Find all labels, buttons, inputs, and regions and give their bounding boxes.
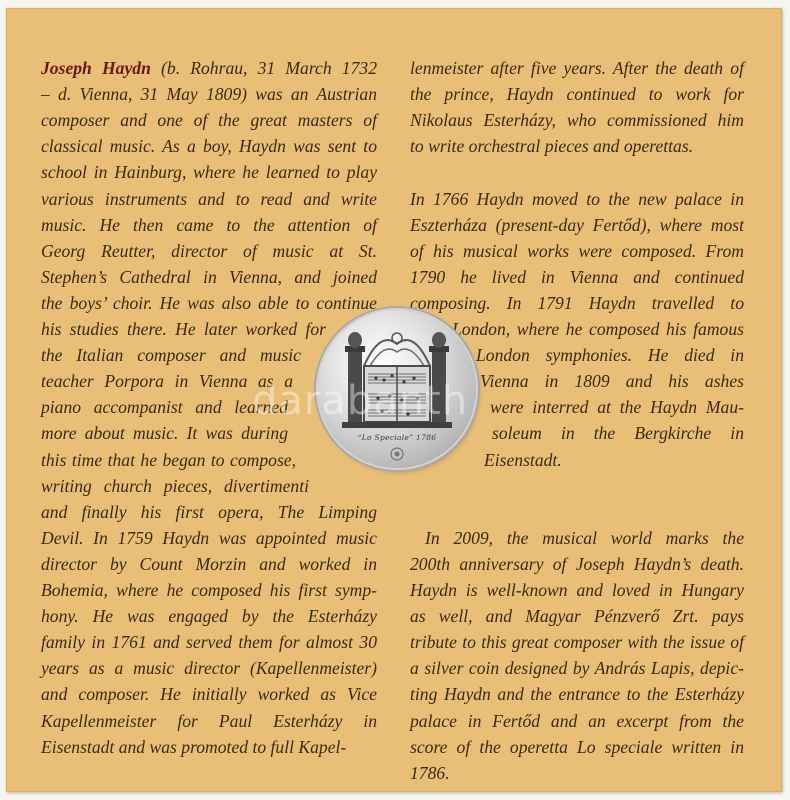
right-text-line: In 1766 Haydn moved to the new palace in [410, 188, 744, 209]
right-text-line: were interred at the Haydn Mau- [490, 397, 744, 418]
left-text-line: Kapellenmeister for Paul Esterházy in [41, 710, 377, 731]
left-text-line: director by Count Morzin and worked in [41, 553, 377, 574]
right-text-line: lenmeister after five years. After the death of [410, 58, 744, 78]
left-text-line: Devil. In 1759 Haydn was appointed music [41, 527, 377, 548]
birth-info: (b. Rohrau, 31 March 1732 [150, 58, 377, 78]
right-text-line: tribute to this great composer with the issue of [410, 632, 744, 653]
left-text-line: composer and one of the great masters of [41, 110, 377, 131]
right-text-line: score of the operetta Lo speciale written in [410, 736, 744, 757]
right-text-line: ting Haydn and the entrance to the Esterházy [410, 684, 744, 705]
coin-inscription: “Lo Speciale” 1786 [357, 433, 437, 442]
left-text-line: this time that he began to compose, [41, 449, 296, 470]
left-text-line: Stephen’s Cathedral in Vienna, and joined [41, 266, 377, 287]
left-text-line: music. He then came to the attention of [41, 214, 377, 235]
right-text-line: a silver coin designed by András Lapis, depic- [410, 658, 744, 679]
right-text-line: to write orchestral pieces and operettas. [410, 136, 694, 157]
right-text-line: Nikolaus Esterházy, who commissioned him [410, 110, 744, 131]
right-text-line: London, where he composed his famous [452, 319, 744, 339]
right-text-line: Eszterháza (present-day Fertőd), where most [410, 214, 744, 235]
left-text-line: more about music. It was during [41, 423, 288, 444]
right-text-line: the prince, Haydn continued to work for [410, 84, 744, 105]
right-text-line: Vienna in 1809 and his ashes [480, 371, 744, 392]
coin-folder-card [6, 8, 782, 792]
left-text-line: and composer. He initially worked as Vice [41, 684, 377, 705]
left-text-line: years as a music director (Kapellenmeister) [41, 658, 377, 679]
silver-coin [318, 310, 476, 468]
left-text-line: and finally his first opera, The Limping [41, 501, 377, 522]
palace-gate-icon [318, 310, 476, 468]
right-text-line: Haydn is well-known and loved in Hungary [410, 580, 744, 600]
left-text-line: various instruments and to read and write [41, 188, 377, 209]
right-text-line: Eisenstadt. [484, 449, 562, 470]
left-text-line: the Italian composer and music [41, 345, 301, 366]
left-text-line: teacher Porpora in Vienna as a [41, 371, 293, 392]
left-text-line: writing church pieces, divertimenti [41, 475, 309, 496]
left-text-line: the boys’ choir. He was also able to continue [41, 292, 377, 313]
left-text-line: Georg Reutter, director of music at St. [41, 240, 377, 261]
right-text-line: palace in Fertőd and an excerpt from the [410, 710, 744, 731]
left-text-line: Eisenstadt and was promoted to full Kapel- [41, 736, 347, 757]
right-text-line: 1790 he lived in Vienna and continued [410, 266, 744, 287]
left-text-line: piano accompanist and learned [41, 397, 288, 418]
composer-name: Joseph Haydn [41, 58, 151, 78]
right-text-line: London symphonies. He died in [476, 345, 744, 366]
left-text-line: hony. He was engaged by the Esterházy [41, 606, 377, 627]
left-text-line: – d. Vienna, 31 May 1809) was an Austrian [41, 84, 377, 105]
right-text-line: of his musical works were composed. From [410, 240, 744, 261]
left-text-line: his studies there. He later worked for [41, 319, 326, 339]
right-text-line: 200th anniversary of Joseph Haydn’s death. [410, 553, 744, 574]
right-text-line: soleum in the Bergkirche in [492, 423, 744, 444]
left-text-line: family in 1761 and served them for almost 30 [41, 632, 377, 653]
right-text-line: 1786. [410, 762, 450, 783]
left-text-line [41, 55, 377, 81]
watermark: darabanth [252, 378, 469, 424]
left-text-line: Bohemia, where he composed his first symp- [41, 580, 377, 600]
left-text-line: classical music. As a boy, Haydn was sent to [41, 136, 377, 157]
right-text-line: as well, and Magyar Pénzverő Zrt. pays [410, 606, 744, 627]
right-text-line: composing. In 1791 Haydn travelled to [410, 292, 744, 313]
right-text-line: In 2009, the musical world marks the [425, 527, 744, 548]
left-text-line: school in Hainburg, where he learned to play [41, 162, 377, 183]
